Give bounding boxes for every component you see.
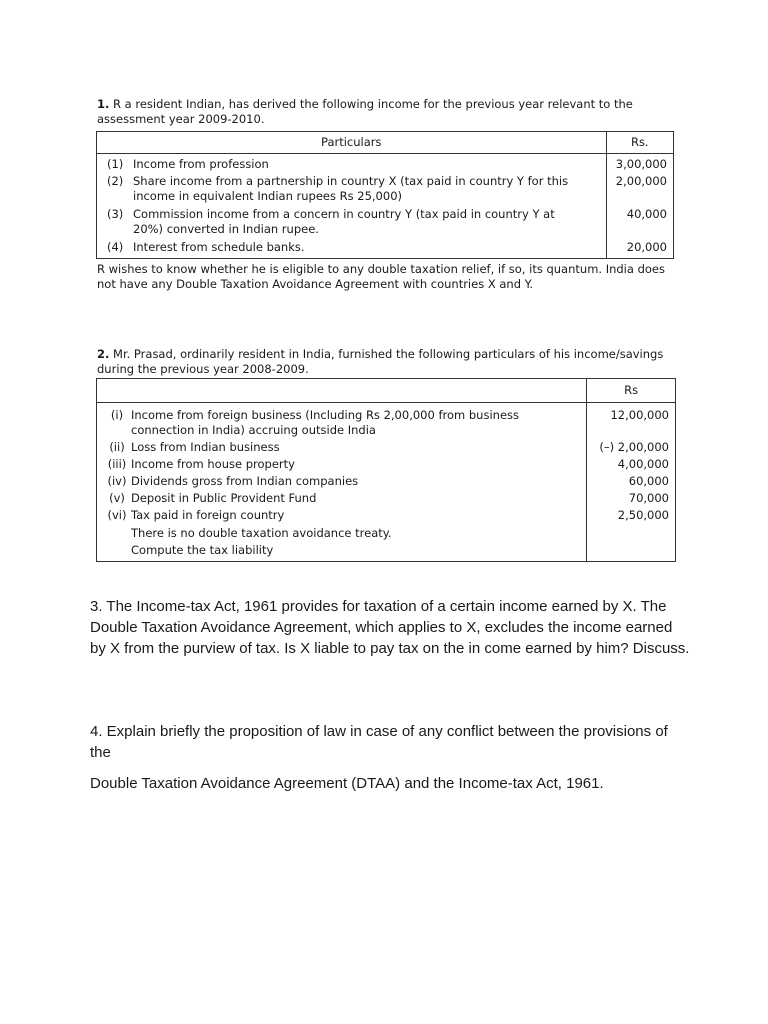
row-text: Dividends gross from Indian companies bbox=[131, 474, 359, 488]
row-text: Commission income from a concern in country Y (tax paid in country Y at 20%) converted in Indian rupee. bbox=[133, 207, 555, 236]
question-4-line-1: 4. Explain briefly the proposition of law in case of any conflict between the provisions of the bbox=[90, 723, 668, 761]
row-number: (vi) bbox=[107, 508, 127, 522]
row-text: Share income from a partnership in country X (tax paid in country Y for this income in equivalent Indian rupees Rs 25,000) bbox=[133, 174, 569, 203]
row-text: Interest from schedule banks. bbox=[133, 240, 305, 254]
question-3: 3. The Income-tax Act, 1961 provides for taxation of a certain income earned by X. The Double Taxation Avoidance Agreement, which applies to X, excludes the income earned by X from the purview of tax. Is X liable to pay tax on the in come earned by him? Discuss. bbox=[90, 598, 690, 657]
table-row bbox=[97, 438, 676, 456]
table-row bbox=[97, 507, 676, 524]
table-row bbox=[97, 238, 674, 259]
table-row bbox=[97, 403, 676, 439]
table-row bbox=[97, 490, 676, 507]
table-row bbox=[97, 456, 676, 473]
row-amount: 12,00,000 bbox=[587, 403, 676, 439]
question-1-intro bbox=[97, 97, 675, 127]
table-row bbox=[97, 154, 674, 174]
question-1-table bbox=[96, 131, 674, 259]
amount-header: Rs. bbox=[606, 132, 673, 154]
row-text: Income from house property bbox=[131, 457, 295, 471]
question-2-intro bbox=[97, 347, 675, 377]
compute-instruction: Compute the tax liability bbox=[131, 543, 274, 557]
row-amount: 70,000 bbox=[587, 490, 676, 507]
row-number: (3) bbox=[107, 207, 124, 221]
row-text: Income from foreign business (Including Rs 2,00,000 from business connection in India) accruing outside India bbox=[131, 408, 519, 437]
treaty-note: There is no double taxation avoidance treaty. bbox=[131, 526, 392, 540]
question-1-number: 1. bbox=[97, 97, 110, 111]
row-text: Loss from Indian business bbox=[131, 440, 280, 454]
particulars-header: Particulars bbox=[97, 132, 607, 154]
row-number: (iv) bbox=[107, 474, 127, 488]
row-text: Tax paid in foreign country bbox=[131, 508, 285, 522]
row-number: (4) bbox=[107, 240, 124, 254]
row-number: (ii) bbox=[109, 440, 125, 454]
row-number: (1) bbox=[107, 157, 124, 171]
row-number: (v) bbox=[109, 491, 125, 505]
row-amount: 20,000 bbox=[606, 238, 673, 259]
row-amount: 2,50,000 bbox=[587, 507, 676, 524]
row-text: Deposit in Public Provident Fund bbox=[131, 491, 317, 505]
row-amount: 40,000 bbox=[606, 205, 673, 238]
row-amount: 60,000 bbox=[587, 473, 676, 490]
question-2-intro-text: Mr. Prasad, ordinarily resident in India, furnished the following particulars of his income/savings during the previous year 2008-2009. bbox=[97, 347, 664, 376]
question-1-intro-text: R a resident Indian, has derived the following income for the previous year relevant to the assessment year 2009-2010. bbox=[97, 97, 633, 126]
row-number: (2) bbox=[107, 174, 124, 188]
table-row bbox=[97, 173, 674, 205]
question-2-table bbox=[96, 378, 676, 562]
table-row bbox=[97, 205, 674, 238]
question-1-note: R wishes to know whether he is eligible to any double taxation relief, if so, its quantum. India does not have any Double Taxation Avoidance Agreement with countries X and Y. bbox=[97, 262, 665, 291]
row-text: Income from profession bbox=[133, 157, 269, 171]
row-number: (iii) bbox=[107, 457, 127, 471]
amount-header: Rs bbox=[587, 379, 676, 403]
row-amount: 2,00,000 bbox=[606, 173, 673, 205]
table-row bbox=[97, 473, 676, 490]
table-row bbox=[97, 524, 676, 562]
row-amount: 3,00,000 bbox=[606, 154, 673, 174]
row-number: (i) bbox=[110, 408, 124, 422]
row-amount: 4,00,000 bbox=[587, 456, 676, 473]
row-amount: (–) 2,00,000 bbox=[587, 438, 676, 456]
question-4-line-2: Double Taxation Avoidance Agreement (DTAA) and the Income-tax Act, 1961. bbox=[90, 775, 604, 792]
question-2-number: 2. bbox=[97, 347, 110, 361]
